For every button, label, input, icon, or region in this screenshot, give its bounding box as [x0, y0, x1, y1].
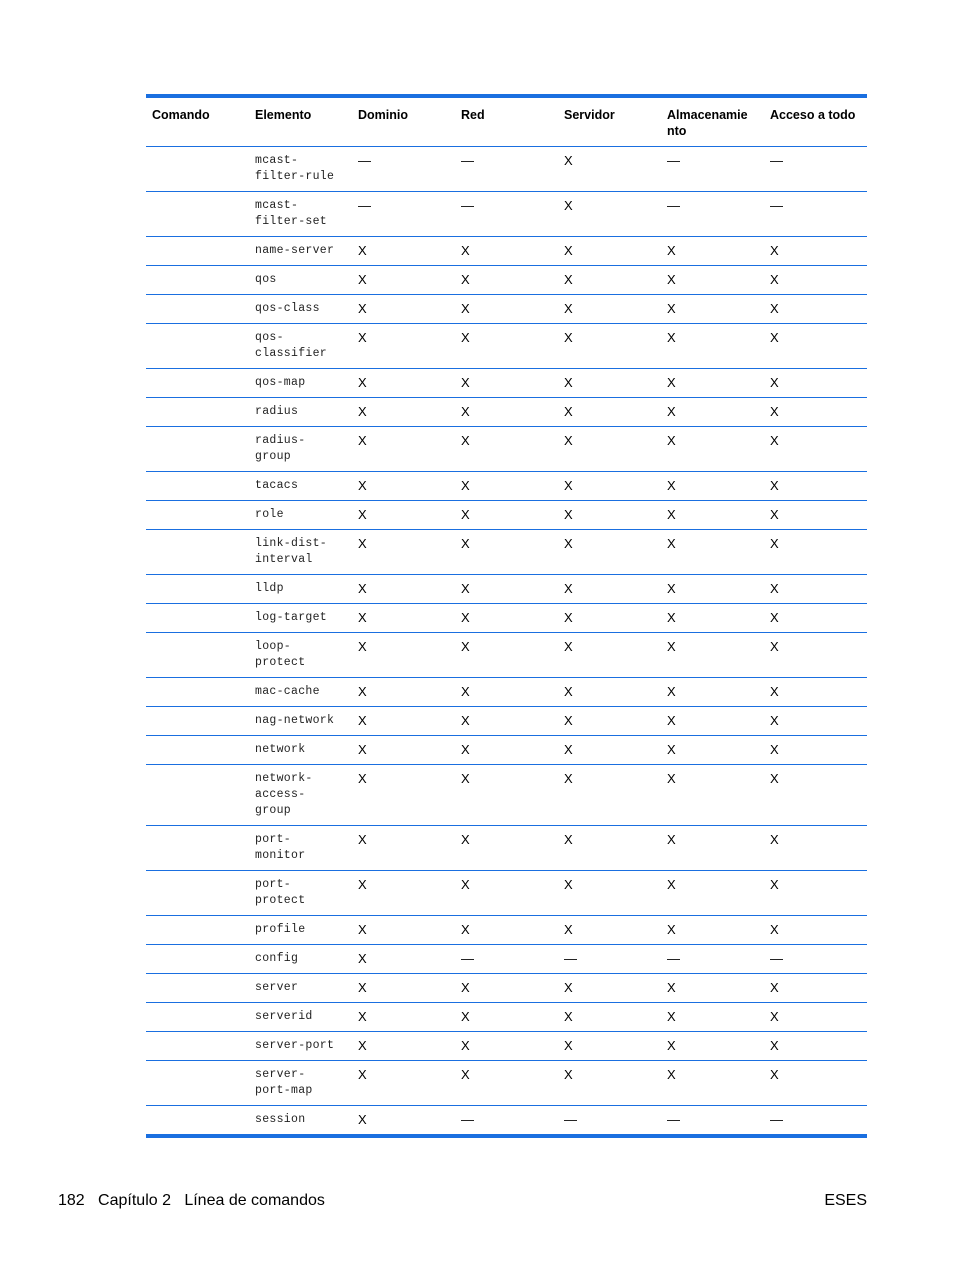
cell-acceso-a-todo: —: [764, 147, 867, 192]
cell-elemento: network- access- group: [249, 765, 352, 826]
table-row: [146, 266, 867, 295]
cell-elemento: qos-class: [249, 295, 352, 324]
cell-red: X: [455, 530, 558, 575]
cell-red: X: [455, 266, 558, 295]
header-dominio: Dominio: [352, 96, 455, 147]
cell-elemento: name-server: [249, 237, 352, 266]
cell-dominio: X: [352, 575, 455, 604]
table-body: [146, 147, 867, 1137]
cell-comando: [146, 736, 249, 765]
table-row: [146, 871, 867, 916]
cell-almacenamiento: X: [661, 604, 764, 633]
cell-dominio: X: [352, 871, 455, 916]
cell-servidor: —: [558, 1106, 661, 1137]
table-row: [146, 472, 867, 501]
cell-almacenamiento: X: [661, 916, 764, 945]
cell-acceso-a-todo: X: [764, 826, 867, 871]
cell-servidor: X: [558, 530, 661, 575]
cell-acceso-a-todo: —: [764, 1106, 867, 1137]
cell-acceso-a-todo: X: [764, 633, 867, 678]
cell-acceso-a-todo: X: [764, 266, 867, 295]
cell-acceso-a-todo: X: [764, 575, 867, 604]
cell-almacenamiento: X: [661, 266, 764, 295]
cell-almacenamiento: X: [661, 530, 764, 575]
cell-servidor: X: [558, 678, 661, 707]
cell-servidor: X: [558, 266, 661, 295]
cell-almacenamiento: X: [661, 826, 764, 871]
cell-red: X: [455, 427, 558, 472]
cell-comando: [146, 1003, 249, 1032]
cell-dominio: X: [352, 826, 455, 871]
cell-red: X: [455, 604, 558, 633]
cell-red: X: [455, 916, 558, 945]
cell-dominio: X: [352, 707, 455, 736]
cell-comando: [146, 324, 249, 369]
cell-almacenamiento: X: [661, 501, 764, 530]
cell-almacenamiento: X: [661, 1061, 764, 1106]
cell-comando: [146, 295, 249, 324]
cell-almacenamiento: X: [661, 736, 764, 765]
cell-elemento: nag-network: [249, 707, 352, 736]
cell-almacenamiento: X: [661, 237, 764, 266]
cell-dominio: X: [352, 1061, 455, 1106]
cell-dominio: X: [352, 530, 455, 575]
cell-acceso-a-todo: X: [764, 916, 867, 945]
table-row: [146, 295, 867, 324]
page-footer-locale: ESES: [824, 1192, 867, 1209]
cell-almacenamiento: X: [661, 1032, 764, 1061]
cell-elemento: mcast- filter-set: [249, 192, 352, 237]
cell-dominio: X: [352, 604, 455, 633]
cell-acceso-a-todo: X: [764, 324, 867, 369]
cell-red: X: [455, 633, 558, 678]
cell-servidor: X: [558, 1061, 661, 1106]
cell-acceso-a-todo: X: [764, 295, 867, 324]
cell-almacenamiento: X: [661, 871, 764, 916]
table-row: [146, 1003, 867, 1032]
cell-acceso-a-todo: —: [764, 945, 867, 974]
table-row: [146, 633, 867, 678]
cell-almacenamiento: X: [661, 369, 764, 398]
cell-acceso-a-todo: X: [764, 472, 867, 501]
cell-servidor: X: [558, 633, 661, 678]
cell-acceso-a-todo: X: [764, 974, 867, 1003]
cell-elemento: mcast- filter-rule: [249, 147, 352, 192]
cell-servidor: X: [558, 826, 661, 871]
cell-servidor: X: [558, 575, 661, 604]
cell-almacenamiento: X: [661, 1003, 764, 1032]
chapter-label: Capítulo 2: [98, 1192, 171, 1209]
cell-almacenamiento: X: [661, 575, 764, 604]
cell-comando: [146, 1061, 249, 1106]
cell-dominio: X: [352, 398, 455, 427]
cell-almacenamiento: —: [661, 945, 764, 974]
cell-comando: [146, 192, 249, 237]
cell-servidor: X: [558, 604, 661, 633]
page-number: 182: [58, 1192, 85, 1209]
cell-comando: [146, 369, 249, 398]
cell-red: X: [455, 501, 558, 530]
cell-dominio: X: [352, 369, 455, 398]
cell-servidor: X: [558, 147, 661, 192]
cell-elemento: port- monitor: [249, 826, 352, 871]
table-row: [146, 1032, 867, 1061]
cell-acceso-a-todo: X: [764, 707, 867, 736]
cell-comando: [146, 501, 249, 530]
cell-dominio: X: [352, 324, 455, 369]
cell-comando: [146, 530, 249, 575]
cell-elemento: config: [249, 945, 352, 974]
header-red: Red: [455, 96, 558, 147]
cell-red: X: [455, 295, 558, 324]
cell-almacenamiento: X: [661, 472, 764, 501]
cell-dominio: X: [352, 945, 455, 974]
cell-red: X: [455, 1003, 558, 1032]
table-row: [146, 530, 867, 575]
cell-servidor: X: [558, 427, 661, 472]
cell-acceso-a-todo: —: [764, 192, 867, 237]
cell-dominio: X: [352, 427, 455, 472]
cell-comando: [146, 472, 249, 501]
cell-almacenamiento: X: [661, 427, 764, 472]
cell-red: —: [455, 147, 558, 192]
cell-red: X: [455, 678, 558, 707]
cell-red: X: [455, 974, 558, 1003]
cell-red: X: [455, 871, 558, 916]
table-row: [146, 736, 867, 765]
cell-servidor: —: [558, 945, 661, 974]
cell-servidor: X: [558, 871, 661, 916]
cell-almacenamiento: X: [661, 678, 764, 707]
cell-comando: [146, 147, 249, 192]
cell-red: X: [455, 736, 558, 765]
cell-red: X: [455, 575, 558, 604]
table-row: [146, 398, 867, 427]
cell-red: X: [455, 707, 558, 736]
cell-dominio: X: [352, 295, 455, 324]
cell-elemento: lldp: [249, 575, 352, 604]
cell-almacenamiento: —: [661, 1106, 764, 1137]
cell-elemento: qos: [249, 266, 352, 295]
cell-red: X: [455, 765, 558, 826]
chapter-title: Línea de comandos: [184, 1192, 325, 1209]
cell-acceso-a-todo: X: [764, 530, 867, 575]
cell-elemento: radius: [249, 398, 352, 427]
table-row: [146, 916, 867, 945]
cell-red: X: [455, 324, 558, 369]
cell-elemento: server-port: [249, 1032, 352, 1061]
cell-acceso-a-todo: X: [764, 501, 867, 530]
table-row: [146, 1106, 867, 1137]
cell-servidor: X: [558, 1032, 661, 1061]
cell-almacenamiento: X: [661, 295, 764, 324]
cell-dominio: —: [352, 192, 455, 237]
cell-elemento: log-target: [249, 604, 352, 633]
header-servidor: Servidor: [558, 96, 661, 147]
cell-comando: [146, 974, 249, 1003]
cell-red: X: [455, 398, 558, 427]
cell-dominio: X: [352, 472, 455, 501]
cell-servidor: X: [558, 369, 661, 398]
table-header-row: [146, 96, 867, 147]
cell-acceso-a-todo: X: [764, 369, 867, 398]
table-row: [146, 324, 867, 369]
cell-almacenamiento: —: [661, 192, 764, 237]
cell-comando: [146, 266, 249, 295]
cell-dominio: X: [352, 501, 455, 530]
cell-acceso-a-todo: X: [764, 871, 867, 916]
cell-servidor: X: [558, 295, 661, 324]
cell-comando: [146, 604, 249, 633]
cell-acceso-a-todo: X: [764, 1032, 867, 1061]
table-row: [146, 678, 867, 707]
table-row: [146, 765, 867, 826]
header-elemento: Elemento: [249, 96, 352, 147]
cell-servidor: X: [558, 736, 661, 765]
cell-elemento: qos- classifier: [249, 324, 352, 369]
table-row: [146, 945, 867, 974]
cell-elemento: server: [249, 974, 352, 1003]
cell-red: —: [455, 945, 558, 974]
cell-elemento: role: [249, 501, 352, 530]
cell-comando: [146, 678, 249, 707]
cell-red: X: [455, 1061, 558, 1106]
cell-acceso-a-todo: X: [764, 678, 867, 707]
cell-elemento: loop- protect: [249, 633, 352, 678]
cell-elemento: port- protect: [249, 871, 352, 916]
table-row: [146, 575, 867, 604]
cell-servidor: X: [558, 916, 661, 945]
cell-servidor: X: [558, 398, 661, 427]
table-row: [146, 604, 867, 633]
cell-dominio: X: [352, 1106, 455, 1137]
table-row: [146, 427, 867, 472]
cell-servidor: X: [558, 237, 661, 266]
cell-almacenamiento: X: [661, 324, 764, 369]
cell-comando: [146, 575, 249, 604]
cell-red: X: [455, 826, 558, 871]
cell-elemento: serverid: [249, 1003, 352, 1032]
cell-comando: [146, 707, 249, 736]
cell-dominio: X: [352, 266, 455, 295]
cell-almacenamiento: X: [661, 398, 764, 427]
cell-comando: [146, 765, 249, 826]
cell-comando: [146, 1106, 249, 1137]
header-acceso-a-todo: Acceso a todo: [764, 96, 867, 147]
cell-servidor: X: [558, 707, 661, 736]
cell-red: X: [455, 369, 558, 398]
cell-almacenamiento: X: [661, 765, 764, 826]
table-row: [146, 237, 867, 266]
cell-red: X: [455, 237, 558, 266]
cell-almacenamiento: X: [661, 633, 764, 678]
cell-red: X: [455, 472, 558, 501]
cell-elemento: qos-map: [249, 369, 352, 398]
table-row: [146, 192, 867, 237]
cell-comando: [146, 871, 249, 916]
cell-servidor: X: [558, 974, 661, 1003]
cell-servidor: X: [558, 501, 661, 530]
cell-almacenamiento: —: [661, 147, 764, 192]
cell-dominio: X: [352, 736, 455, 765]
cell-acceso-a-todo: X: [764, 1003, 867, 1032]
table-row: [146, 147, 867, 192]
cell-elemento: link-dist- interval: [249, 530, 352, 575]
cell-elemento: server- port-map: [249, 1061, 352, 1106]
cell-acceso-a-todo: X: [764, 765, 867, 826]
cell-dominio: X: [352, 916, 455, 945]
cell-dominio: X: [352, 765, 455, 826]
header-almacenamiento: Almacenamie nto: [661, 96, 764, 147]
cell-servidor: X: [558, 765, 661, 826]
cell-elemento: radius- group: [249, 427, 352, 472]
cell-comando: [146, 398, 249, 427]
cell-dominio: X: [352, 974, 455, 1003]
cell-acceso-a-todo: X: [764, 604, 867, 633]
cell-elemento: mac-cache: [249, 678, 352, 707]
cell-dominio: —: [352, 147, 455, 192]
cell-servidor: X: [558, 192, 661, 237]
cell-elemento: tacacs: [249, 472, 352, 501]
cell-elemento: network: [249, 736, 352, 765]
cell-comando: [146, 633, 249, 678]
cell-comando: [146, 916, 249, 945]
cell-dominio: X: [352, 1003, 455, 1032]
table-row: [146, 826, 867, 871]
cell-red: —: [455, 192, 558, 237]
cell-comando: [146, 427, 249, 472]
table-row: [146, 974, 867, 1003]
header-comando: Comando: [146, 96, 249, 147]
cell-elemento: profile: [249, 916, 352, 945]
cell-elemento: session: [249, 1106, 352, 1137]
page-footer-left: [58, 1192, 325, 1210]
cell-red: X: [455, 1032, 558, 1061]
cell-servidor: X: [558, 324, 661, 369]
table-row: [146, 1061, 867, 1106]
cell-servidor: X: [558, 472, 661, 501]
cell-red: —: [455, 1106, 558, 1137]
cell-acceso-a-todo: X: [764, 736, 867, 765]
command-permissions-table: [146, 94, 867, 1138]
table-row: [146, 707, 867, 736]
cell-dominio: X: [352, 237, 455, 266]
cell-dominio: X: [352, 1032, 455, 1061]
cell-comando: [146, 1032, 249, 1061]
cell-acceso-a-todo: X: [764, 427, 867, 472]
cell-almacenamiento: X: [661, 974, 764, 1003]
table-row: [146, 501, 867, 530]
cell-almacenamiento: X: [661, 707, 764, 736]
cell-acceso-a-todo: X: [764, 1061, 867, 1106]
cell-acceso-a-todo: X: [764, 398, 867, 427]
cell-dominio: X: [352, 633, 455, 678]
cell-acceso-a-todo: X: [764, 237, 867, 266]
table-row: [146, 369, 867, 398]
cell-comando: [146, 945, 249, 974]
cell-comando: [146, 826, 249, 871]
cell-comando: [146, 237, 249, 266]
cell-dominio: X: [352, 678, 455, 707]
cell-servidor: X: [558, 1003, 661, 1032]
